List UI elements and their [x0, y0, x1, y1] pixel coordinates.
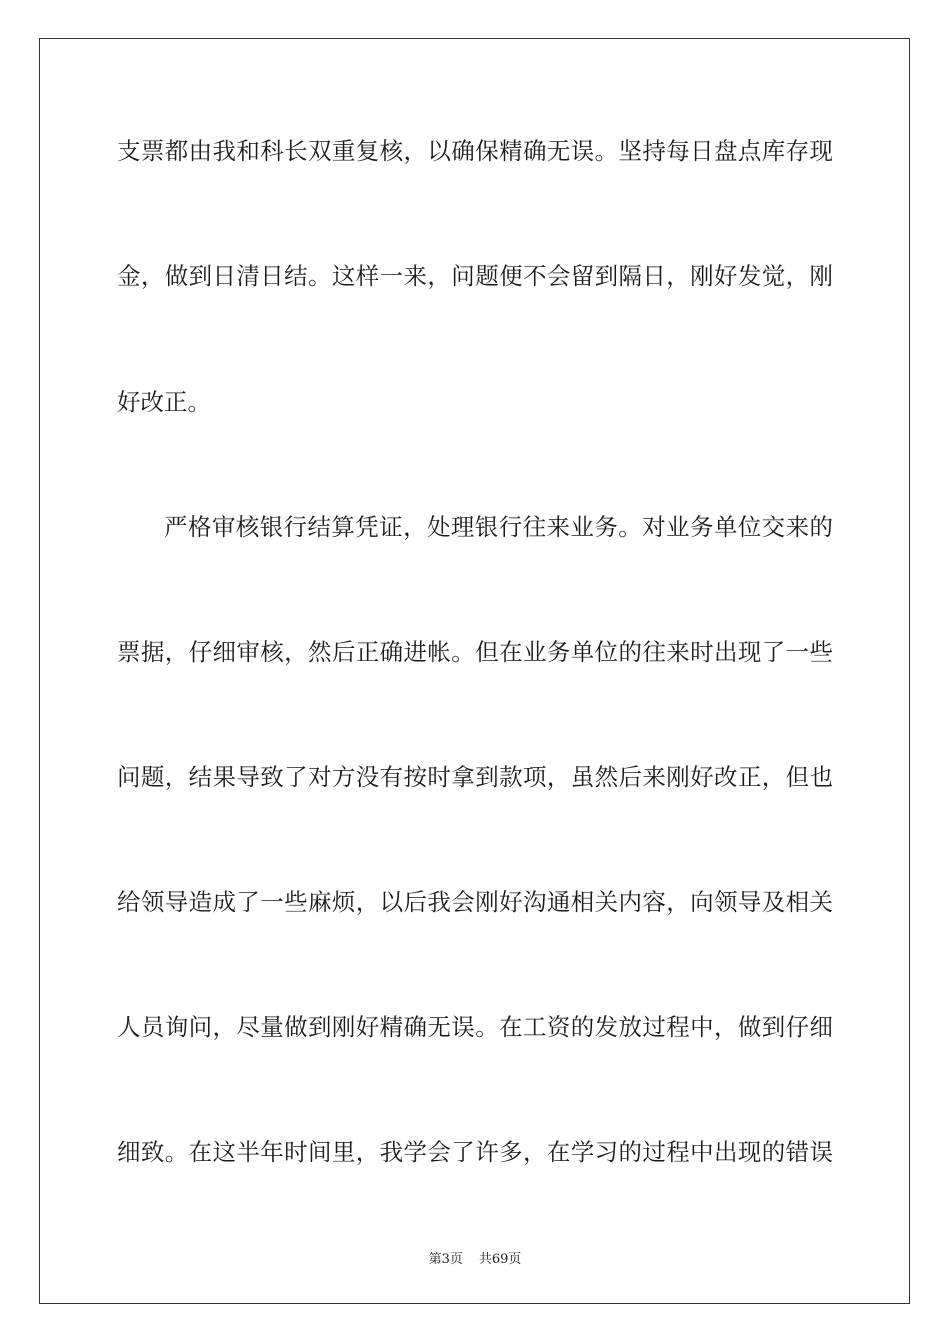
page-total: 共69页 [478, 1252, 522, 1267]
text-line: 好改正。 [117, 388, 211, 416]
page-number: 第3页 [428, 1252, 463, 1267]
text-line: 给领导造成了一些麻烦，以后我会刚好沟通相关内容，向领导及相关 [117, 888, 833, 916]
text-line: 支票都由我和科长双重复核，以确保精确无误。坚持每日盘点库存现 [117, 137, 833, 165]
page-border [39, 38, 910, 1304]
text-line: 人员询问，尽量做到刚好精确无误。在工资的发放过程中，做到仔细 [117, 1013, 833, 1041]
text-line: 严格审核银行结算凭证，处理银行往来业务。对业务单位交来的 [164, 513, 833, 541]
text-line: 细致。在这半年时间里，我学会了许多，在学习的过程中出现的错误 [117, 1138, 833, 1166]
text-line: 问题，结果导致了对方没有按时拿到款项，虽然后来刚好改正，但也 [117, 763, 833, 791]
text-line: 票据，仔细审核，然后正确进帐。但在业务单位的往来时出现了一些 [117, 638, 833, 666]
text-line: 金，做到日清日结。这样一来，问题便不会留到隔日，刚好发觉，刚 [117, 262, 833, 290]
page-footer [0, 1248, 950, 1267]
